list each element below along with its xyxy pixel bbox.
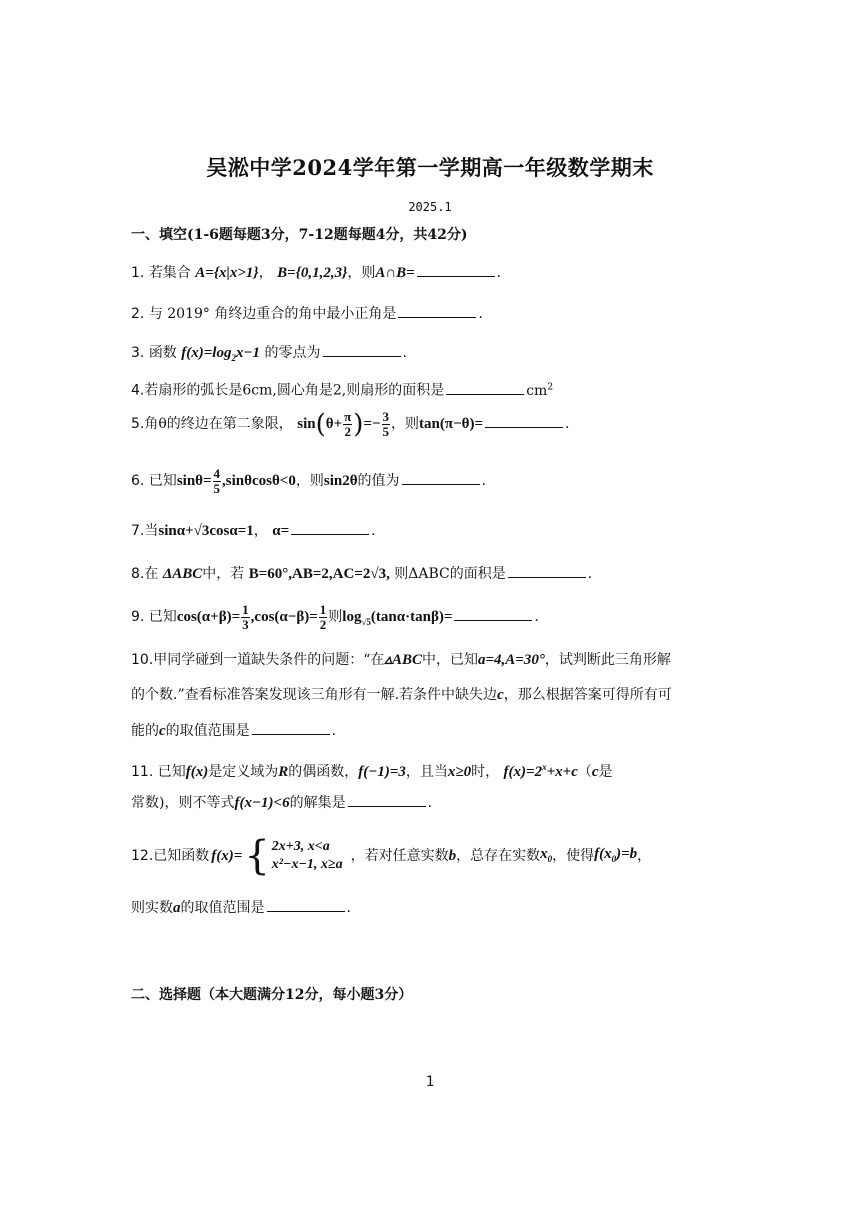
section-1-heading: 一、填空(1-6题每题3分，7-12题每题4分，共42分) [131,227,468,243]
conditions-expression: B=60°,AB=2,AC=2√3, [248,566,390,582]
period: . [346,900,351,916]
answer-blank[interactable] [402,470,480,485]
question-text: 是 [598,764,613,780]
variable-b: b [448,848,457,864]
question-text: ，使得 [552,848,595,864]
definition-expression: $f(x)=2^x+x+c$ [503,762,578,780]
question-text: ，则 [347,265,376,281]
question-text: 的值为 [357,472,400,489]
question-number: 12. [131,848,154,864]
period: . [587,566,593,582]
answer-blank[interactable] [454,606,532,621]
question-8 [131,563,731,584]
question-12-line-2 [131,897,731,918]
function-expression: f(x)= [211,848,243,864]
log-expression: $\log_{√5}(\tan\alpha\cdot\tan\beta)=$ [342,608,453,627]
question-text: 当 [144,523,159,539]
question-text: ，那么根据答案可得所有可 [503,687,672,703]
question-9 [131,603,731,632]
answer-blank[interactable] [348,792,426,807]
question-text: 函数 [148,345,177,361]
question-text: （ [577,764,592,780]
question-text: 若集合 [148,265,191,281]
question-number: 7. [131,523,145,539]
question-10-line-2 [131,685,731,705]
question-text: 已知 [148,608,177,625]
period: . [481,472,486,489]
answer-blank[interactable] [446,380,524,395]
given-expression: sinθ= $\frac{4}{5}$ ,sinθcosθ<0 [176,466,296,496]
cosine-expression: cos(α+β)= $\frac{1}{3}$ ,cos(α−β)= $\frac{1}{2}$ [176,602,327,632]
question-text: 的取值范围是 [180,900,265,916]
answer-blank[interactable] [508,563,586,578]
period: . [478,306,483,322]
question-number: 2. [131,306,145,322]
variable-c: c [591,764,599,780]
question-text: 角θ的终边在第二象限， [144,415,293,432]
question-text: 在 [144,566,159,582]
answer-blank[interactable] [323,342,401,357]
triangle-expression: ▵ABC [384,652,422,668]
question-12 [131,834,731,878]
variable-a: a [173,900,181,916]
question-text: 则ΔABC的面积是 [394,566,506,582]
answer-blank[interactable] [485,413,563,428]
question-text: 能的 [131,723,159,739]
intersection-expression: A∩B= [375,265,415,281]
period: . [496,265,502,281]
value-expression: f(−1)=3 [358,764,406,780]
question-text: 的取值范围是 [165,723,250,739]
question-6 [131,467,731,496]
question-text: ， [637,848,652,864]
function-expression: $f(x)=\log_2x-1$ [181,345,261,363]
question-11 [131,757,731,782]
question-text: ，则 [391,415,420,432]
conditions-expression: a=4,A=30° [477,652,545,668]
question-7 [131,520,731,541]
question-number: 4. [131,382,145,399]
page-number: 1 [425,1074,435,1090]
question-text: 时， [471,764,500,780]
question-text: ， [253,523,268,539]
question-text: 与 2019° 角终边重合的角中最小正角是 [148,306,397,322]
case-2: x²−x−1, x≥a [271,857,343,872]
period: . [427,795,433,811]
question-text: 的零点为 [264,345,321,361]
period: . [402,345,407,361]
question-number: 5. [131,415,145,432]
variable-c: c [159,723,166,739]
question-3 [131,342,731,368]
target-expression: sin2θ [323,472,358,489]
question-text: 中，已知 [421,652,478,668]
exam-title: 吴淞中学2024学年第一学期高一年级数学期末 [206,155,654,180]
question-number: 1. [131,265,145,281]
question-text: ，则 [295,472,324,489]
question-number: 10. [131,652,154,668]
answer-blank[interactable] [417,262,495,277]
answer-blank[interactable] [398,303,476,318]
answer-blank[interactable] [291,520,369,535]
question-text: 已知函数 [153,848,210,864]
sine-expression: sin(θ+ $\frac{\pi}{2}$ )=− $\frac{3}{5}$ [297,409,390,440]
existence-expression: $f(x_0)=b$ [594,845,638,864]
inequality-expression: f(x−1)<6 [234,795,290,811]
question-text: ， [258,265,273,281]
question-10-line-3 [131,720,731,741]
condition-expression: x≥0 [447,764,472,780]
variable-c: c [497,687,504,703]
question-text: ，若对任意实数 [350,848,449,864]
question-text: 常数)，则不等式 [131,795,235,811]
question-text: 则 [328,608,343,625]
answer-blank[interactable] [252,720,330,735]
question-number: 9. [131,608,145,625]
question-text: ，试判断此三角形解 [544,652,671,668]
question-4 [131,377,731,401]
section-2-heading: 二、选择题（本大题满分12分，每小题3分） [131,987,413,1003]
period: . [565,415,570,432]
question-text: 若扇形的弧长是6cm,圆心角是2,则扇形的面积是 [144,382,445,399]
alpha-expression: α= [272,523,290,539]
question-text: ，且当 [405,764,448,780]
question-11-line-2 [131,792,731,813]
question-number: 11. [131,764,154,780]
question-text: 的偶函数， [288,764,359,780]
period: . [331,723,337,739]
question-number: 6. [131,472,145,489]
question-text: 的个数.”查看标准答案发现该三角形有一解.若条件中缺失边 [131,687,498,703]
function-expression: f(x) [185,764,209,780]
period: . [371,523,376,539]
question-1 [131,262,731,283]
question-2 [131,303,731,324]
question-text: 是定义域为 [208,764,279,780]
case-1: 2x+3, x<a [271,839,330,854]
question-text: 已知 [148,472,177,489]
set-b-expression: B={0,1,2,3} [277,265,348,281]
set-a-expression: A={x|x>1} [195,265,259,281]
equation-expression: sinα+√3cosα=1 [158,523,254,539]
question-text: 已知 [157,764,186,780]
question-text: 中，若 [202,566,245,582]
answer-blank[interactable] [267,897,345,912]
domain-expression: R [278,764,289,780]
question-text: 则实数 [131,900,173,916]
left-brace-icon: { [244,833,270,879]
question-5 [131,410,731,439]
question-text: 的解集是 [289,795,346,811]
variable-x0: $x_0$ [540,845,553,864]
exam-date: 2025.1 [408,200,452,214]
triangle-expression: ΔABC [162,566,203,582]
question-number: 3. [131,345,145,361]
unit-label: $cm^2$ [526,382,554,399]
question-text: ，总存在实数 [456,848,541,864]
piecewise-definition [244,833,343,879]
question-10 [131,650,731,670]
question-number: 8. [131,566,145,582]
question-text: 甲同学碰到一道缺失条件的问题：“在 [153,652,385,668]
tangent-expression: tan(π−θ)= [419,415,484,432]
period: . [534,608,539,625]
